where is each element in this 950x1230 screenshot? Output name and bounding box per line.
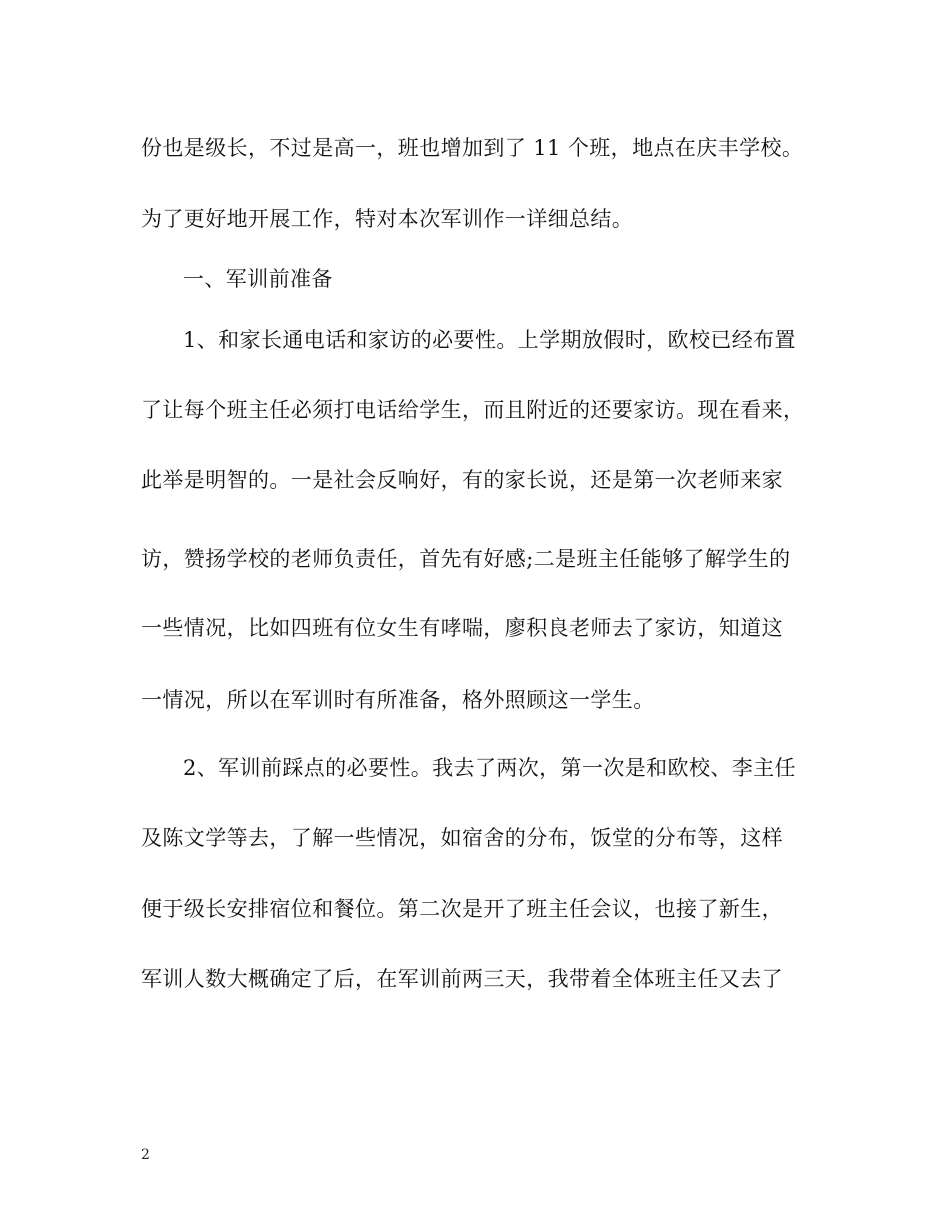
text-line-4: 1、和家长通电话和家访的必要性。上学期放假时，欧校已经布置	[183, 328, 796, 352]
page-number: 2	[141, 1147, 150, 1163]
text-line-10: 2、军训前踩点的必要性。我去了两次，第一次是和欧校、李主任	[183, 756, 796, 780]
text-line-9: 一情况，所以在军训时有所准备，格外照顾这一学生。	[141, 688, 655, 712]
text-line-8: 一些情况，比如四班有位女生有哮喘，廖积良老师去了家访，知道这	[141, 616, 783, 640]
text-line-1: 份也是级长，不过是高一，班也增加到了 11 个班，地点在庆丰学校。	[141, 136, 804, 160]
text-line-11: 及陈文学等去，了解一些情况，如宿舍的分布，饭堂的分布等，这样	[141, 826, 783, 850]
text-line-2: 为了更好地开展工作，特对本次军训作一详细总结。	[141, 207, 634, 231]
text-line-13: 军训人数大概确定了后，在军训前两三天，我带着全体班主任又去了	[141, 967, 783, 991]
text-line-7: 访，赞扬学校的老师负责任，首先有好感;二是班主任能够了解学生的	[141, 547, 791, 571]
text-line-12: 便于级长安排宿位和餐位。第二次是开了班主任会议，也接了新生，	[141, 897, 783, 921]
section-heading: 一、军训前准备	[183, 267, 333, 291]
text-line-5: 了让每个班主任必须打电话给学生，而且附近的还要家访。现在看来，	[141, 398, 805, 422]
text-line-6: 此举是明智的。一是社会反响好，有的家长说，还是第一次老师来家	[141, 468, 783, 492]
